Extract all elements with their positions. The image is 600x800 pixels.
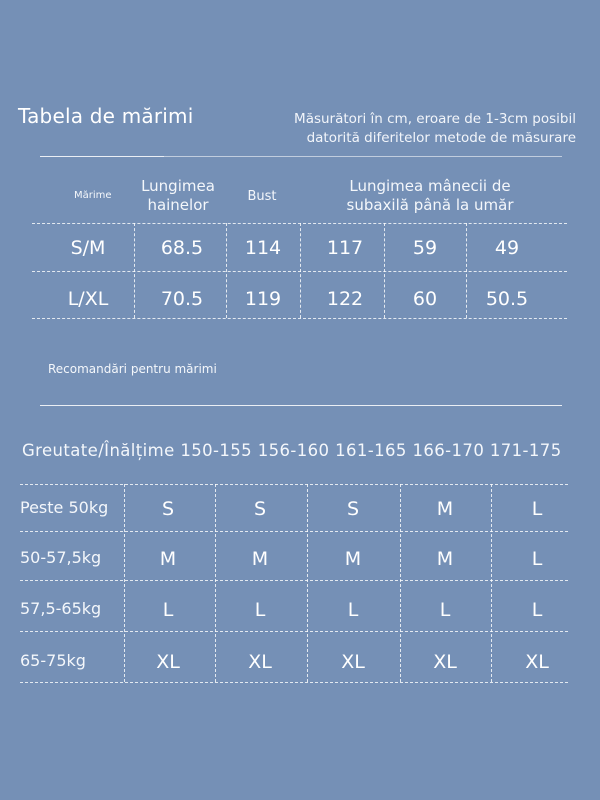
header-length-line-1: Lungimea [141, 177, 215, 195]
size-cell: XL [156, 651, 180, 673]
divider [164, 156, 562, 157]
grid-col-rule [307, 484, 308, 682]
header-length-line-2: hainelor [147, 196, 209, 214]
table-col-rule [134, 223, 135, 318]
size-cell: M [344, 548, 362, 570]
size-cell: L [347, 599, 359, 621]
header-sleeve [318, 177, 542, 215]
size-cell: XL [525, 651, 549, 673]
table-cell: 117 [326, 237, 364, 259]
header-size: Mărime [74, 190, 112, 201]
size-label-sm: S/M [70, 237, 106, 259]
size-cell: L [254, 599, 266, 621]
table-cell: 68.5 [160, 237, 204, 259]
header-sleeve-line-2: subaxilă până la umăr [346, 196, 514, 214]
table-cell: 59 [412, 237, 438, 259]
grid-rule [20, 484, 568, 485]
size-cell: XL [248, 651, 272, 673]
size-cell: M [436, 548, 454, 570]
grid-rule [20, 580, 568, 581]
table-cell: 114 [244, 237, 282, 259]
size-cell: S [161, 498, 175, 520]
note-line-1: Măsurători în cm, eroare de 1-3cm posibil [294, 111, 576, 127]
size-cell: L [531, 599, 543, 621]
size-cell: L [531, 498, 543, 520]
table-rule [32, 318, 567, 319]
table-cell: 49 [494, 237, 520, 259]
size-cell: L [439, 599, 451, 621]
table-cell: 119 [244, 288, 282, 310]
recommendations-divider [40, 405, 562, 406]
size-cell: L [531, 548, 543, 570]
grid-col-rule [124, 484, 125, 682]
header-sleeve-line-1: Lungimea mânecii de [349, 177, 511, 195]
weight-label: 50-57,5kg [20, 548, 102, 567]
size-cell: S [346, 498, 360, 520]
page-title: Tabela de mărimi [18, 104, 194, 128]
table-cell: 50.5 [485, 288, 529, 310]
size-cell: S [253, 498, 267, 520]
title-underline [40, 156, 164, 157]
grid-col-rule [400, 484, 401, 682]
weight-label: Peste 50kg [20, 498, 109, 517]
grid-col-rule [491, 484, 492, 682]
grid-rule [20, 682, 568, 683]
weight-label: 57,5-65kg [20, 599, 102, 618]
note-line-2: datorită diferitelor metode de măsurare [306, 130, 576, 146]
size-cell: XL [341, 651, 365, 673]
recommendations-header: Greutate/Înălțime 150-155 156-160 161-165 166-170 171-175 [22, 441, 562, 460]
header-bust: Bust [247, 189, 277, 204]
grid-rule [20, 631, 568, 632]
size-cell: L [162, 599, 174, 621]
measurement-note [256, 110, 576, 148]
table-cell: 122 [326, 288, 364, 310]
table-cell: 60 [412, 288, 438, 310]
size-cell: M [159, 548, 177, 570]
size-cell: M [436, 498, 454, 520]
size-label-lxl: L/XL [67, 288, 109, 310]
weight-label: 65-75kg [20, 651, 86, 670]
size-cell: M [251, 548, 269, 570]
grid-rule [20, 531, 568, 532]
table-cell: 70.5 [160, 288, 204, 310]
grid-col-rule [215, 484, 216, 682]
size-cell: XL [433, 651, 457, 673]
header-length [138, 177, 218, 215]
recommendations-subtitle: Recomandări pentru mărimi [48, 362, 217, 376]
